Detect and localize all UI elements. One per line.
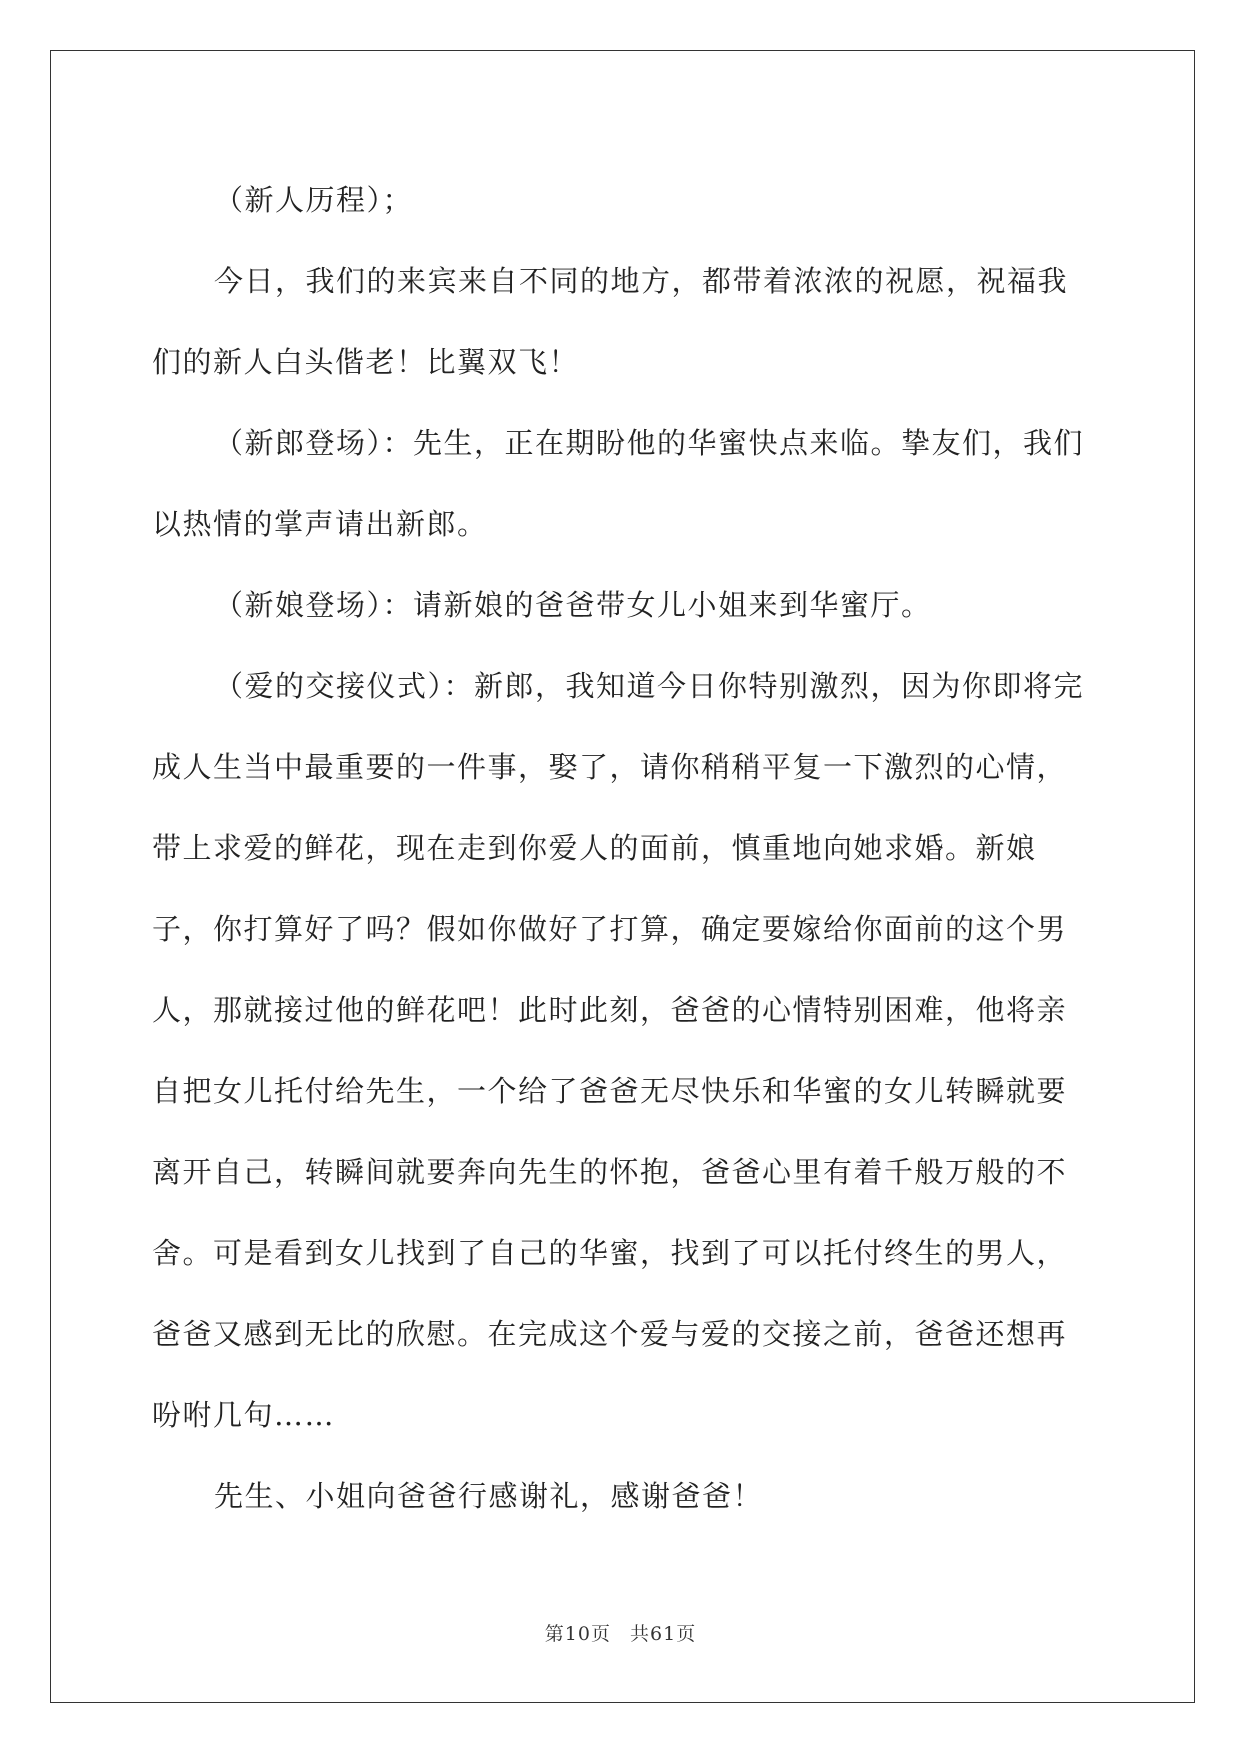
page-footer bbox=[0, 1619, 1241, 1646]
page-number: 第10页 bbox=[544, 1623, 611, 1645]
paragraph-bride-entrance: （新娘登场）：请新娘的爸爸带女儿小姐来到华蜜厅。 bbox=[214, 588, 932, 622]
paragraph-groom-entrance: （新郎登场）：先生，正在期盼他的华蜜快点来临。挚友们，我们以热情的掌声请出新郎。 bbox=[152, 426, 1085, 541]
paragraph-guests-blessing: 今日，我们的来宾来自不同的地方，都带着浓浓的祝愿，祝福我们的新人白头偕老！比翼双飞！ bbox=[152, 264, 1069, 379]
page-total: 共61页 bbox=[630, 1623, 697, 1645]
paragraph-love-handover-ceremony: （爱的交接仪式）：新郎，我知道今日你特别激烈，因为你即将完成人生当中最重要的一件事，娶了，请你稍稍平复一下激烈的心情，带上求爱的鲜花，现在走到你爱人的面前，慎重地向她求婚。新娘子，你打算好了吗？假如你做好了打算，确定要嫁给你面前的这个男人，那就接过他的鲜花吧！此时此刻，爸爸的心情特别困难，他将亲自把女儿托付给先生，一个给了爸爸无尽快乐和华蜜的女儿转瞬就要离开自己，转瞬间就要奔向先生的怀抱，爸爸心里有着千般万般的不舍。可是看到女儿找到了自己的华蜜，找到了可以托付终生的男人，爸爸又感到无比的欣慰。在完成这个爱与爱的交接之前，爸爸还想再吩咐几句…… bbox=[152, 669, 1085, 1432]
document-body bbox=[152, 160, 1092, 1537]
paragraph-new-couple-journey: （新人历程）； bbox=[214, 183, 414, 217]
paragraph-thanks-to-father: 先生、小姐向爸爸行感谢礼，感谢爸爸！ bbox=[214, 1479, 764, 1513]
